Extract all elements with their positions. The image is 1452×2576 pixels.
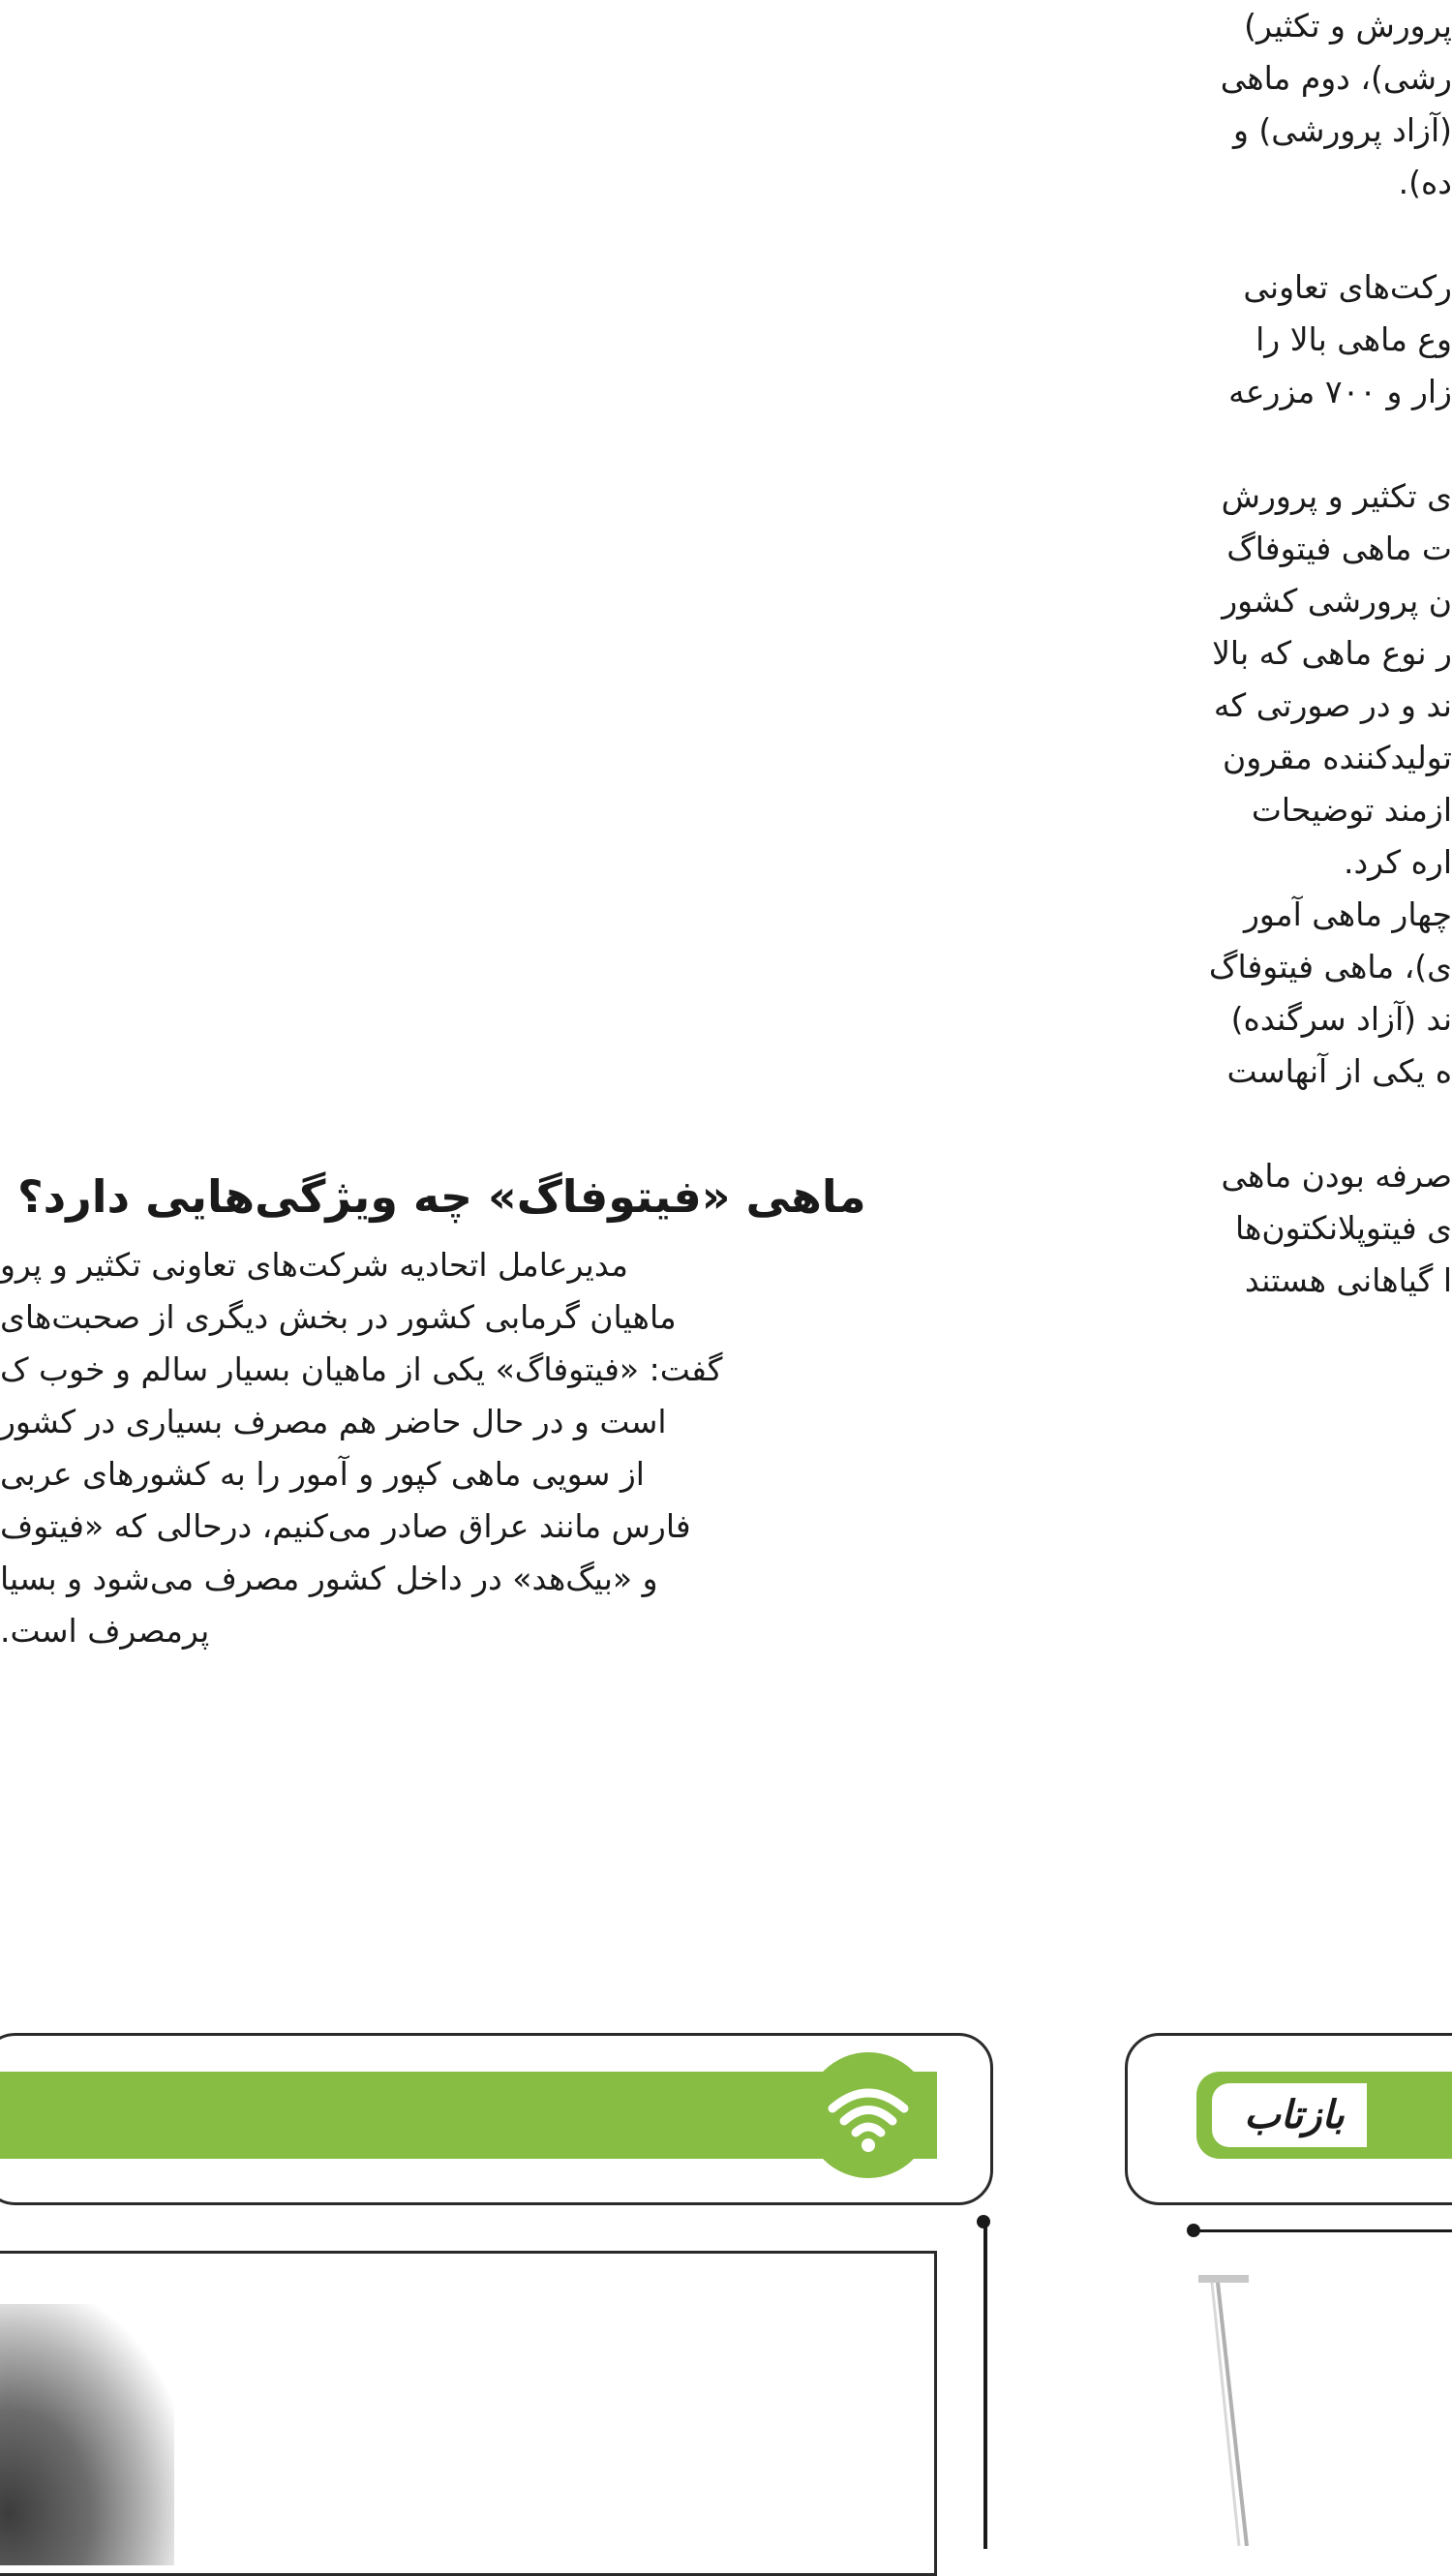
- text-line: [1121, 993, 1452, 1046]
- text-line-content: وع ماهی بالا را: [1255, 320, 1452, 358]
- vertical-rule: [983, 2220, 987, 2549]
- text-line: [0, 1500, 1024, 1553]
- text-line-content: ازمند توضیحات: [1251, 791, 1452, 829]
- text-line: [1121, 680, 1452, 732]
- text-line: [1121, 1150, 1452, 1202]
- text-line: [1121, 261, 1452, 314]
- text-line: [0, 1344, 1024, 1396]
- text-line: [1121, 784, 1452, 836]
- text-line-content: فارس مانند عراق صادر می‌کنیم، درحالی که «فیتوف: [0, 1507, 691, 1545]
- text-line: [0, 1448, 1024, 1500]
- text-line-content: صرفه بودن ماهی: [1221, 1157, 1452, 1195]
- text-line: [1121, 1098, 1452, 1150]
- text-line: [1121, 1046, 1452, 1098]
- text-line: [1121, 575, 1452, 627]
- text-line-content: رشی)، دوم ماهی: [1220, 59, 1452, 97]
- text-line-content: ی فیتوپلانکتون‌ها: [1234, 1209, 1452, 1247]
- text-line: [1121, 889, 1452, 941]
- text-line-content: است و در حال حاضر هم مصرف بسیاری در کشور: [0, 1403, 667, 1440]
- text-line-content: ند و در صورتی که: [1213, 686, 1452, 724]
- text-line-content: تولیدکننده مقرون: [1222, 739, 1452, 776]
- text-line: [1121, 1255, 1452, 1307]
- text-line-content: ن پرورشی کشور: [1222, 582, 1452, 620]
- text-line: [1121, 732, 1452, 784]
- text-line-content: ده).: [1398, 164, 1452, 201]
- text-line-content: اره کرد.: [1344, 843, 1452, 881]
- rule-dot: [977, 2215, 990, 2228]
- text-line-content: از سویی ماهی کپور و آمور را به کشورهای عربی: [0, 1455, 645, 1493]
- text-line: [0, 1605, 1024, 1657]
- text-line: [1121, 836, 1452, 889]
- text-line: [0, 1291, 1024, 1344]
- wifi-section-banner: [0, 2072, 937, 2159]
- text-line-content: ر نوع ماهی که بالا: [1212, 634, 1452, 672]
- text-line-content: پرمصرف است.: [0, 1612, 210, 1650]
- text-line-content: چهار ماهی آمور: [1243, 895, 1452, 933]
- text-line: [1121, 52, 1452, 105]
- text-line: [0, 1239, 1024, 1291]
- text-line-content: رکت‌های تعاونی: [1243, 268, 1452, 306]
- text-line: [0, 1553, 1024, 1605]
- text-line-content: ت ماهی فیتوفاگ: [1226, 530, 1452, 567]
- text-line-content: ی تکثیر و پرورش: [1221, 477, 1452, 515]
- text-line: [1121, 627, 1452, 680]
- rule-dot-right: [1187, 2224, 1200, 2237]
- text-line-content: و «بیگ‌هد» در داخل کشور مصرف می‌شود و بسیا: [0, 1560, 658, 1597]
- horizontal-rule: [1191, 2229, 1452, 2232]
- text-line-content: پرورش و تکثیر): [1244, 7, 1452, 45]
- text-line-content: (آزاد پرورشی) و: [1232, 111, 1452, 149]
- text-line-content: ماهیان گرمابی کشور در بخش دیگری از صحبت‌های: [0, 1298, 677, 1336]
- text-line: [1121, 157, 1452, 209]
- bazetab-label: بازتاب: [1244, 2092, 1345, 2137]
- section-heading: ماهی «فیتوفاگ» چه ویژگی‌هایی دارد؟: [17, 1170, 866, 1223]
- text-line: [1121, 105, 1452, 157]
- side-article-text: [1121, 0, 1452, 1307]
- photo-pole: [1198, 2275, 1256, 2546]
- article-section-2: [0, 1239, 1024, 1657]
- text-line-content: زار و ۷۰۰ مزرعه: [1228, 373, 1452, 410]
- text-line-content: مدیرعامل اتحادیه شرکت‌های تعاونی تکثیر و پرو: [0, 1246, 628, 1284]
- text-line: [0, 1396, 1024, 1448]
- bazetab-tab-edge: [1367, 2072, 1452, 2159]
- text-line: [1121, 470, 1452, 523]
- text-line: [1121, 209, 1452, 261]
- text-line: [1121, 314, 1452, 366]
- text-line-content: ا گیاهانی هستند: [1244, 1261, 1452, 1299]
- text-line-content: گفت: «فیتوفاگ» یکی از ماهیان بسیار سالم و خوب ک: [0, 1350, 723, 1388]
- text-line: [1121, 523, 1452, 575]
- side-article-column: [1121, 0, 1452, 1307]
- text-line-content: ه یکی از آنهاست: [1226, 1052, 1452, 1090]
- text-line: [1121, 366, 1452, 418]
- text-line-content: ند (آزاد سرگنده): [1230, 1000, 1452, 1038]
- portrait-photo: [0, 2304, 174, 2565]
- text-line: [1121, 0, 1452, 52]
- main-article-column-2: [0, 1239, 1024, 1657]
- text-line-content: ی)، ماهی فیتوفاگ: [1208, 948, 1452, 985]
- wifi-icon: [805, 2052, 931, 2178]
- text-line: [1121, 1202, 1452, 1255]
- text-line: [1121, 418, 1452, 470]
- text-line: [1121, 941, 1452, 993]
